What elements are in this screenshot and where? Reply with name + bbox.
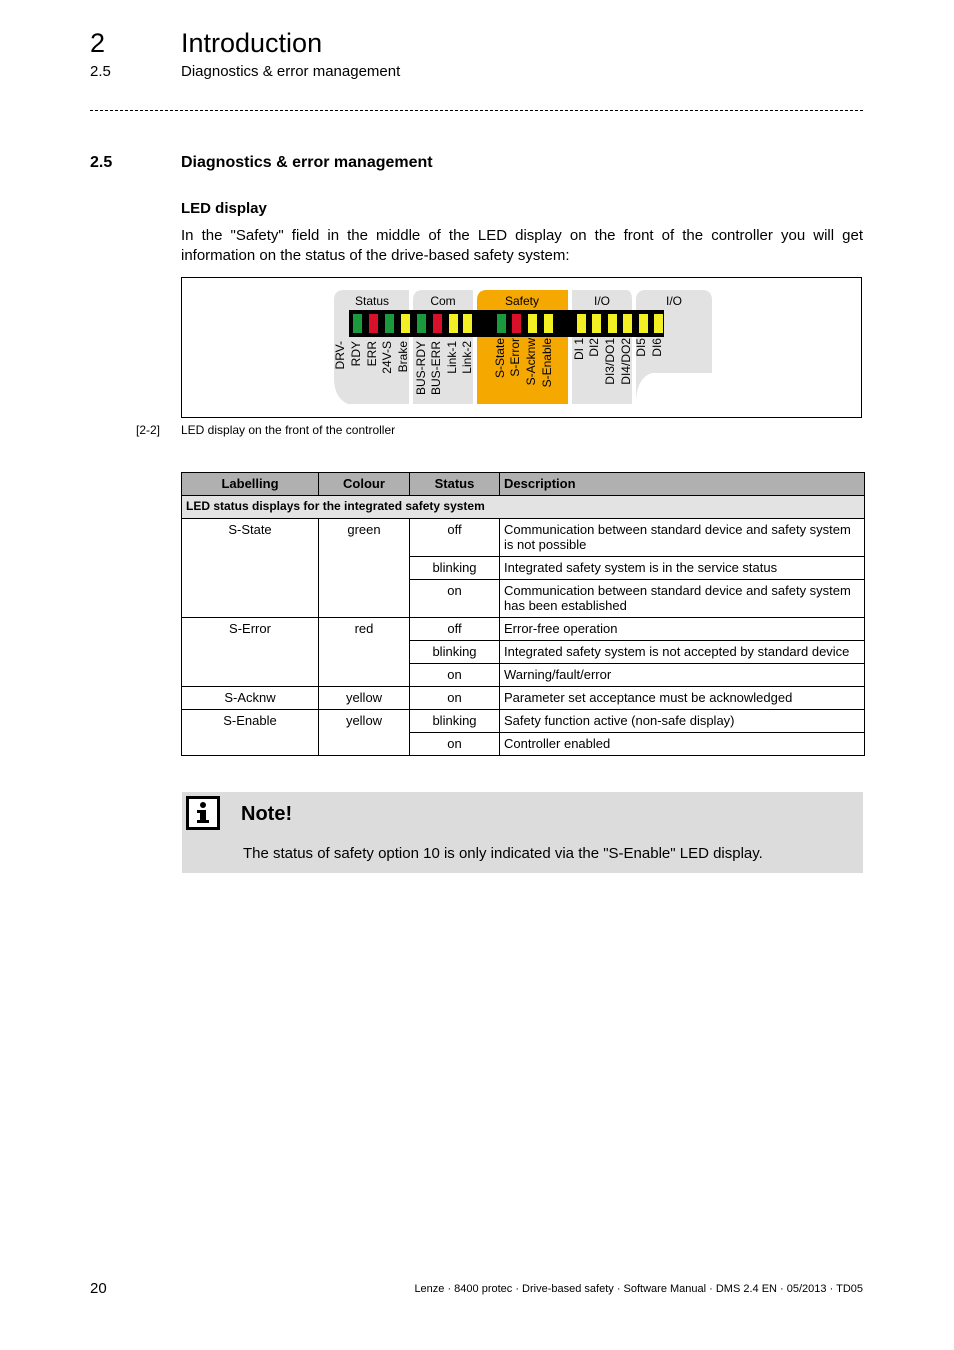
led-label-rdy: RDY	[349, 341, 363, 367]
cell-colour: yellow	[319, 710, 410, 756]
led-di5	[639, 314, 648, 333]
header-divider	[90, 110, 863, 111]
cell-label: S-Acknw	[182, 687, 319, 710]
led-label-di6: DI6	[650, 338, 664, 357]
led-s-acknw	[528, 314, 537, 333]
cell-description: Communication between standard device and safety system has been established	[500, 580, 865, 618]
cell-status: on	[410, 733, 500, 756]
header-section-number: 2.5	[90, 63, 111, 80]
cell-colour: green	[319, 519, 410, 618]
led-bus-err	[433, 314, 442, 333]
led-24v-s	[385, 314, 394, 333]
led-label-s-enable: S-Enable	[540, 338, 554, 388]
led-label-s-acknw: S-Acknw	[524, 338, 538, 386]
footer-text: Lenze · 8400 protec · Drive-based safety · Software Manual · DMS 2.4 EN · 05/2013 · TD05	[414, 1283, 863, 1295]
led-label-link-2: Link-2	[460, 341, 474, 374]
header-section-title: Diagnostics & error management	[181, 63, 401, 80]
led-label-brake: Brake	[396, 341, 410, 373]
led-brake	[401, 314, 410, 333]
led-di4-do2	[623, 314, 632, 333]
table-row	[182, 710, 865, 733]
led-label-s-state: S-State	[493, 338, 507, 379]
cell-colour: red	[319, 618, 410, 687]
col-header-colour: Colour	[319, 473, 410, 496]
note-text: The status of safety option 10 is only indicated via the "S-Enable" LED display.	[243, 845, 763, 862]
cell-label: S-State	[182, 519, 319, 618]
led-label-link-1: Link-1	[445, 341, 459, 374]
cell-description: Controller enabled	[500, 733, 865, 756]
table-row	[182, 519, 865, 557]
section-number: 2.5	[90, 154, 113, 171]
tab-com-label: Com	[430, 294, 456, 308]
col-header-status: Status	[410, 473, 500, 496]
table-group-title: LED status displays for the integrated safety system	[182, 496, 865, 519]
led-status-table	[181, 472, 865, 756]
col-header-description: Description	[500, 473, 865, 496]
led-bus-rdy	[417, 314, 426, 333]
led-di3-do1	[608, 314, 617, 333]
table-row	[182, 687, 865, 710]
tab-safety-label: Safety	[504, 294, 540, 308]
led-label-di3-do1: DI3/DO1	[603, 338, 617, 385]
led-display-diagram	[182, 278, 863, 419]
section-title: Diagnostics & error management	[181, 154, 433, 171]
figure-caption: LED display on the front of the controller	[181, 423, 396, 437]
led-drv-rdy	[353, 314, 362, 333]
chapter-title: Introduction	[181, 28, 323, 58]
led-label-s-error: S-Error	[508, 338, 522, 377]
subheading-led-display: LED display	[181, 200, 267, 217]
led-label-24v-s: 24V-S	[380, 341, 394, 374]
cell-colour: yellow	[319, 687, 410, 710]
led-di1	[577, 314, 586, 333]
cell-description: Communication between standard device and safety system is not possible	[500, 519, 865, 557]
cell-description: Parameter set acceptance must be acknowledged	[500, 687, 865, 710]
led-s-enable	[544, 314, 553, 333]
table-group-row	[182, 496, 865, 519]
cell-status: off	[410, 519, 500, 557]
led-link-2	[463, 314, 472, 333]
chapter-number: 2	[90, 28, 106, 58]
cell-status: blinking	[410, 710, 500, 733]
cell-status: off	[410, 618, 500, 641]
cell-status: on	[410, 687, 500, 710]
led-label-di1: DI 1	[572, 338, 586, 361]
led-err	[369, 314, 378, 333]
led-di6	[654, 314, 663, 333]
led-label-di2: DI2	[587, 338, 601, 357]
led-s-error	[512, 314, 521, 333]
led-label-err: ERR	[365, 341, 379, 367]
cell-status: on	[410, 664, 500, 687]
table-row	[182, 618, 865, 641]
led-s-state	[497, 314, 506, 333]
cell-label: S-Error	[182, 618, 319, 687]
led-label-bus-rdy: BUS-RDY	[414, 341, 428, 396]
figure-number: [2-2]	[136, 423, 161, 437]
tab-io2-label: I/O	[665, 294, 683, 308]
led-label-bus-err: BUS-ERR	[429, 341, 443, 396]
cell-description: Integrated safety system is in the service status	[500, 557, 865, 580]
note-title: Note!	[241, 803, 293, 825]
figure-frame	[181, 277, 862, 418]
cell-description: Safety function active (non-safe display)	[500, 710, 865, 733]
cell-description: Integrated safety system is not accepted by standard device	[500, 641, 865, 664]
cell-description: Error-free operation	[500, 618, 865, 641]
led-label-drv: DRV-	[333, 341, 347, 370]
cell-status: blinking	[410, 557, 500, 580]
col-header-labelling: Labelling	[182, 473, 319, 496]
led-di2	[592, 314, 601, 333]
intro-paragraph: In the "Safety" field in the middle of the LED display on the front of the controller you will get information on the status of the drive-based safety system:	[181, 227, 863, 264]
table-header-row	[182, 473, 865, 496]
led-label-di4-do2: DI4/DO2	[619, 338, 633, 385]
led-link-1	[449, 314, 458, 333]
led-label-di5: DI5	[634, 338, 648, 357]
cell-label: S-Enable	[182, 710, 319, 756]
cell-status: on	[410, 580, 500, 618]
info-icon	[186, 796, 220, 830]
page-number: 20	[90, 1280, 107, 1297]
cell-description: Warning/fault/error	[500, 664, 865, 687]
cell-status: blinking	[410, 641, 500, 664]
tab-status-label: Status	[354, 294, 390, 308]
tab-io1-label: I/O	[593, 294, 611, 308]
